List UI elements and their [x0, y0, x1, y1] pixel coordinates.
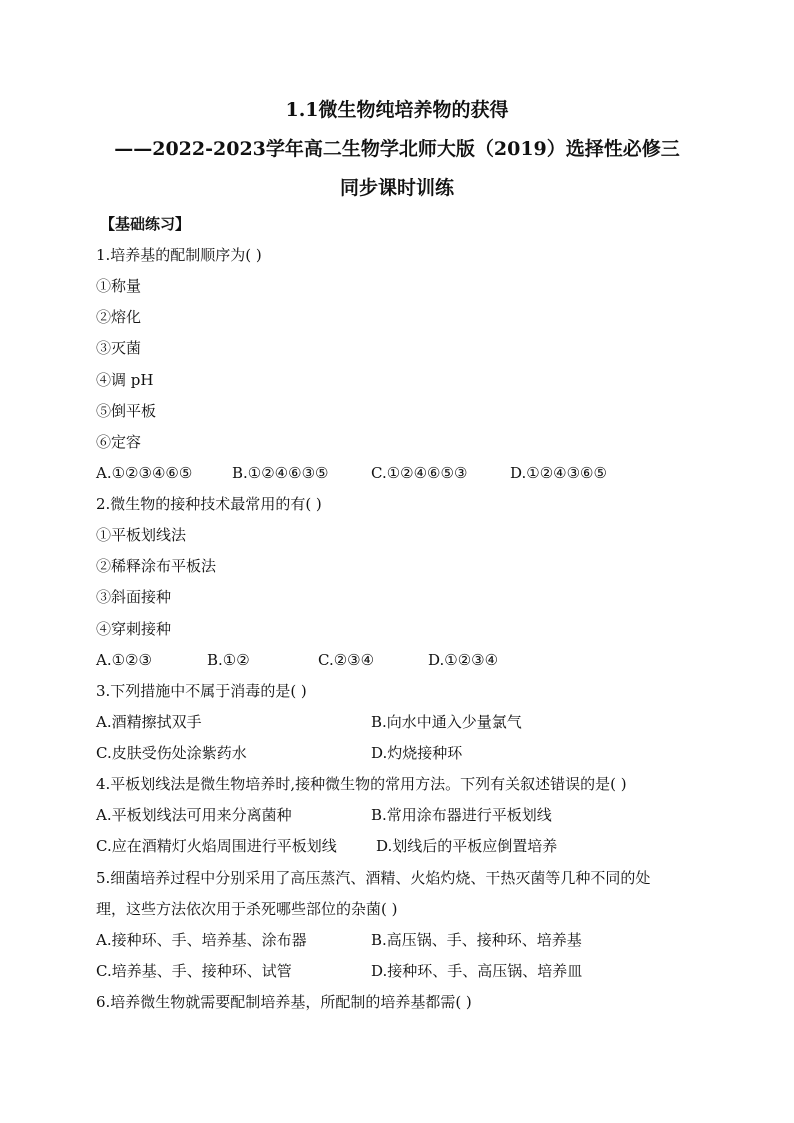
- list-item: ①称量: [96, 277, 142, 295]
- option-c: C.①②④⑥⑤③: [371, 464, 468, 482]
- option-a: A.①②③④⑥⑤: [96, 464, 193, 482]
- list-item: ①平板划线法: [96, 526, 187, 544]
- option-a: A.①②③: [96, 651, 152, 669]
- option-b: B.①②④⑥③⑤: [232, 464, 329, 482]
- option-c: C.②③④: [318, 651, 375, 669]
- title-line-3: 同步课时训练: [339, 177, 454, 199]
- option-a: A.酒精擦拭双手: [96, 713, 202, 731]
- option-c: C.皮肤受伤处涂紫药水: [96, 744, 247, 762]
- list-item: ⑤倒平板: [96, 402, 157, 420]
- question-stem: 5.细菌培养过程中分别采用了高压蒸汽、酒精、火焰灼烧、干热灭菌等几种不同的处: [96, 869, 651, 887]
- option-a: A.平板划线法可用来分离菌种: [96, 806, 292, 824]
- question-stem: 3.下列措施中不属于消毒的是( ): [96, 682, 307, 700]
- option-d: D.①②③④: [428, 651, 499, 669]
- question-stem: 2.微生物的接种技术最常用的有( ): [96, 495, 322, 513]
- option-b: B.向水中通入少量氯气: [371, 713, 522, 731]
- option-d: D.①②④③⑥⑤: [510, 464, 607, 482]
- question-stem: 1.培养基的配制顺序为( ): [96, 246, 262, 264]
- option-b: B.高压锅、手、接种环、培养基: [371, 931, 582, 949]
- list-item: ⑥定容: [96, 433, 142, 451]
- question-stem-continued: 理，这些方法依次用于杀死哪些部位的杂菌( ): [96, 900, 398, 918]
- option-d: D.灼烧接种环: [371, 744, 463, 762]
- option-c: C.培养基、手、接种环、试管: [96, 962, 292, 980]
- question-stem: 6.培养微生物就需要配制培养基，所配制的培养基都需( ): [96, 993, 472, 1011]
- list-item: ③斜面接种: [96, 588, 172, 606]
- title-line-1: 1.1微生物纯培养物的获得: [285, 99, 509, 121]
- option-c: C.应在酒精灯火焰周围进行平板划线: [96, 837, 337, 855]
- option-d: D.接种环、手、高压锅、培养皿: [371, 962, 583, 980]
- list-item: ④穿刺接种: [96, 620, 172, 638]
- option-b: B.常用涂布器进行平板划线: [371, 806, 552, 824]
- option-a: A.接种环、手、培养基、涂布器: [96, 931, 307, 949]
- option-d: D.划线后的平板应倒置培养: [376, 837, 558, 855]
- list-item: ②熔化: [96, 308, 142, 326]
- list-item: ②稀释涂布平板法: [96, 557, 217, 575]
- option-b: B.①②: [207, 651, 250, 669]
- question-stem: 4.平板划线法是微生物培养时,接种微生物的常用方法。下列有关叙述错误的是( ): [96, 775, 627, 793]
- list-item: ③灭菌: [96, 339, 142, 357]
- title-line-2: ——2022-2023学年高二生物学北师大版（2019）选择性必修三: [114, 138, 680, 160]
- list-item: ④调 pH: [96, 371, 154, 389]
- section-heading: 【基础练习】: [100, 215, 191, 233]
